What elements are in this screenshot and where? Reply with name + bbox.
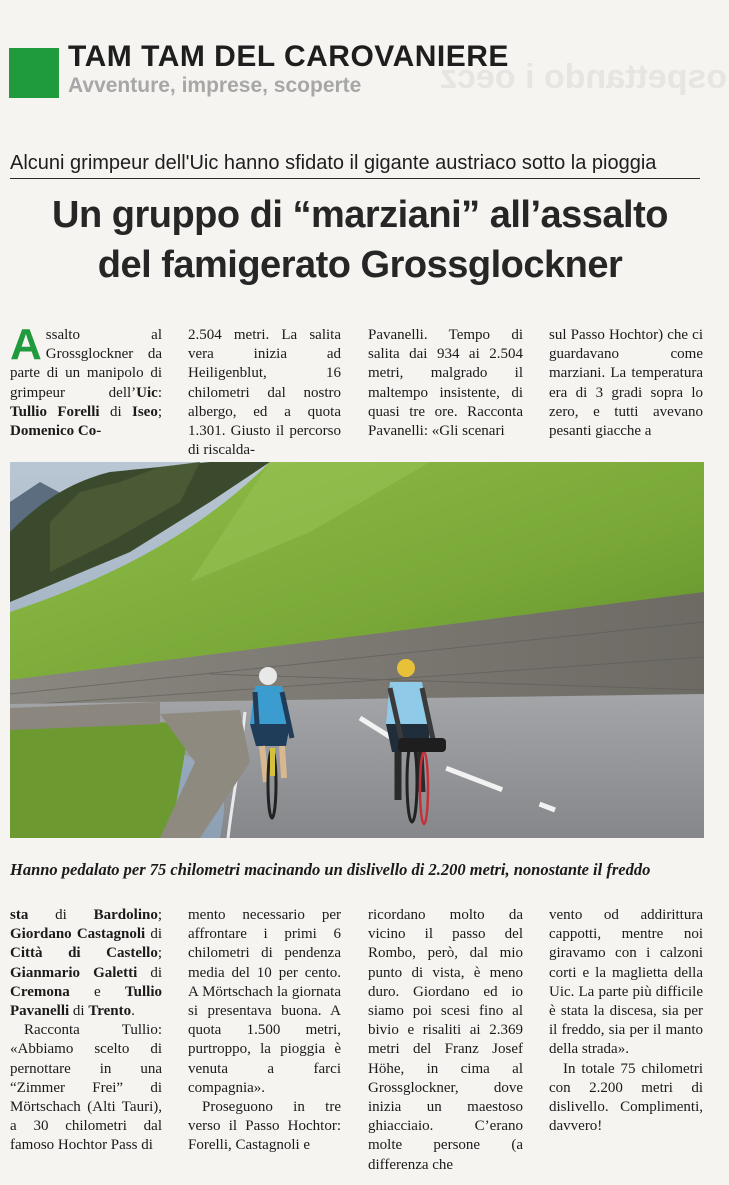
body-text-bold: Uic (136, 384, 158, 401)
rider-town: Iseo (131, 403, 158, 420)
show-through-text: ospettando i oecz (440, 58, 728, 96)
rider-town: Trento (88, 1003, 132, 1020)
body-paragraph: sul Passo Hochtor) che ci guardavano come marziani. La temperatura era di 3 gradi sopra lo zero, e tutti avevano pesanti giacche a (549, 327, 703, 440)
rider-name: Giordano Castagnoli (10, 926, 146, 943)
article-kicker: Alcuni grimpeur dell'Uic hanno sfidato il gigante austriaco sotto la pioggia (10, 152, 700, 179)
rider-name: Tullio Pavanelli (10, 983, 162, 1020)
section-subtitle: Avventure, imprese, scoperte (68, 74, 362, 97)
rider-town: Città di Castello (10, 945, 158, 962)
body-text: ; (157, 403, 162, 420)
rider-name: sta (10, 907, 29, 923)
text-column-2-top (188, 326, 341, 459)
body-paragraph: mento necessario per affrontare i primi 6 chilometri di pendenza media del 10 per cento. A Mörtschach la giornata si presentava buona. A quota 1.500 metri, purtroppo, la pioggia è venuta a farci compagnia». (188, 907, 341, 1096)
body-text: di (69, 1003, 89, 1020)
body-paragraph: ricordano molto da vicino il passo del Rombo, però, dal mio punto di vista, è meno duro. Giordano ed io siamo poi scesi fino al bivio e risaliti ai 2.369 metri del Franz Josef Höhe, in cima al Grossglockner, dove inizia un maestoso ghiacciaio. C’erano molte persone (a differenza che (368, 907, 523, 1173)
body-paragraph: In totale 75 chilometri con 2.200 metri di dislivello. Complimenti, davvero! (549, 1060, 703, 1135)
text-column-1-bottom (10, 906, 162, 1176)
body-paragraph: Racconta Tullio: «Abbiamo scelto di pernottare in una “Zimmer Frei” di Mörtschach (Alti Tauri), a 30 chilometri dal famoso Hochtor Pass di (10, 1022, 162, 1154)
rider-name: Tullio Forelli (10, 403, 100, 420)
text-column-1-top (10, 320, 162, 446)
mountain-road-photo (10, 462, 704, 838)
body-paragraph: Pavanelli. Tempo di salita dai 934 ai 2.504 metri, malgrado il maltempo insistente, di quasi tre ore. Racconta Pavanelli: «Gli scenari (368, 327, 523, 440)
body-text: ; (157, 945, 162, 962)
text-column-3-top (368, 326, 523, 446)
rider-name: Domenico Co- (10, 423, 102, 440)
body-text: di (28, 907, 94, 923)
body-text: di (99, 403, 132, 420)
body-text: e (69, 983, 126, 1000)
headline-line-2: del famigerato Grossglockner (97, 244, 623, 286)
section-color-block (9, 48, 59, 98)
body-paragraph: vento od addirittura cappotti, mentre noi giravamo con i calzoni corti e la maglietta della Uic. La parte più difficile è stata la discesa, sia per il freddo, sia per il manto della strada». (549, 907, 703, 1058)
body-text: . (131, 1003, 135, 1020)
body-paragraph: Proseguono in tre verso il Passo Hochtor: Forelli, Castagnoli e (188, 1099, 341, 1154)
rider-town: Bardolino (93, 907, 158, 923)
headline-line-1: Un gruppo di “marziani” all’assalto (52, 194, 668, 236)
body-text: : (157, 384, 162, 401)
photo-caption: Hanno pedalato per 75 chilometri macinando un dislivello di 2.200 metri, nonostante il freddo (10, 860, 651, 879)
body-text: di (145, 926, 162, 943)
drop-cap: A (10, 320, 42, 369)
body-text: di (137, 964, 162, 981)
body-text: ; (157, 907, 162, 923)
text-column-4-bottom (549, 906, 703, 1176)
rider-name: Gianmario Galetti (10, 964, 138, 981)
body-paragraph: 2.504 metri. La salita vera inizia ad Heiligenblut, 16 chilometri dal nostro albergo, ed a quota 1.301. Giusto il percorso di riscalda- (188, 327, 341, 459)
rider-town: Cremona (10, 983, 70, 1000)
text-column-3-bottom (368, 906, 523, 1176)
article-headline (10, 190, 710, 290)
body-text: ssalto al Grossglockner da parte di un manipolo di grimpeur dell’ (10, 327, 162, 401)
text-column-4-top (549, 326, 703, 446)
text-column-2-bottom (188, 906, 341, 1176)
section-title: TAM TAM DEL CAROVANIERE (68, 40, 509, 73)
